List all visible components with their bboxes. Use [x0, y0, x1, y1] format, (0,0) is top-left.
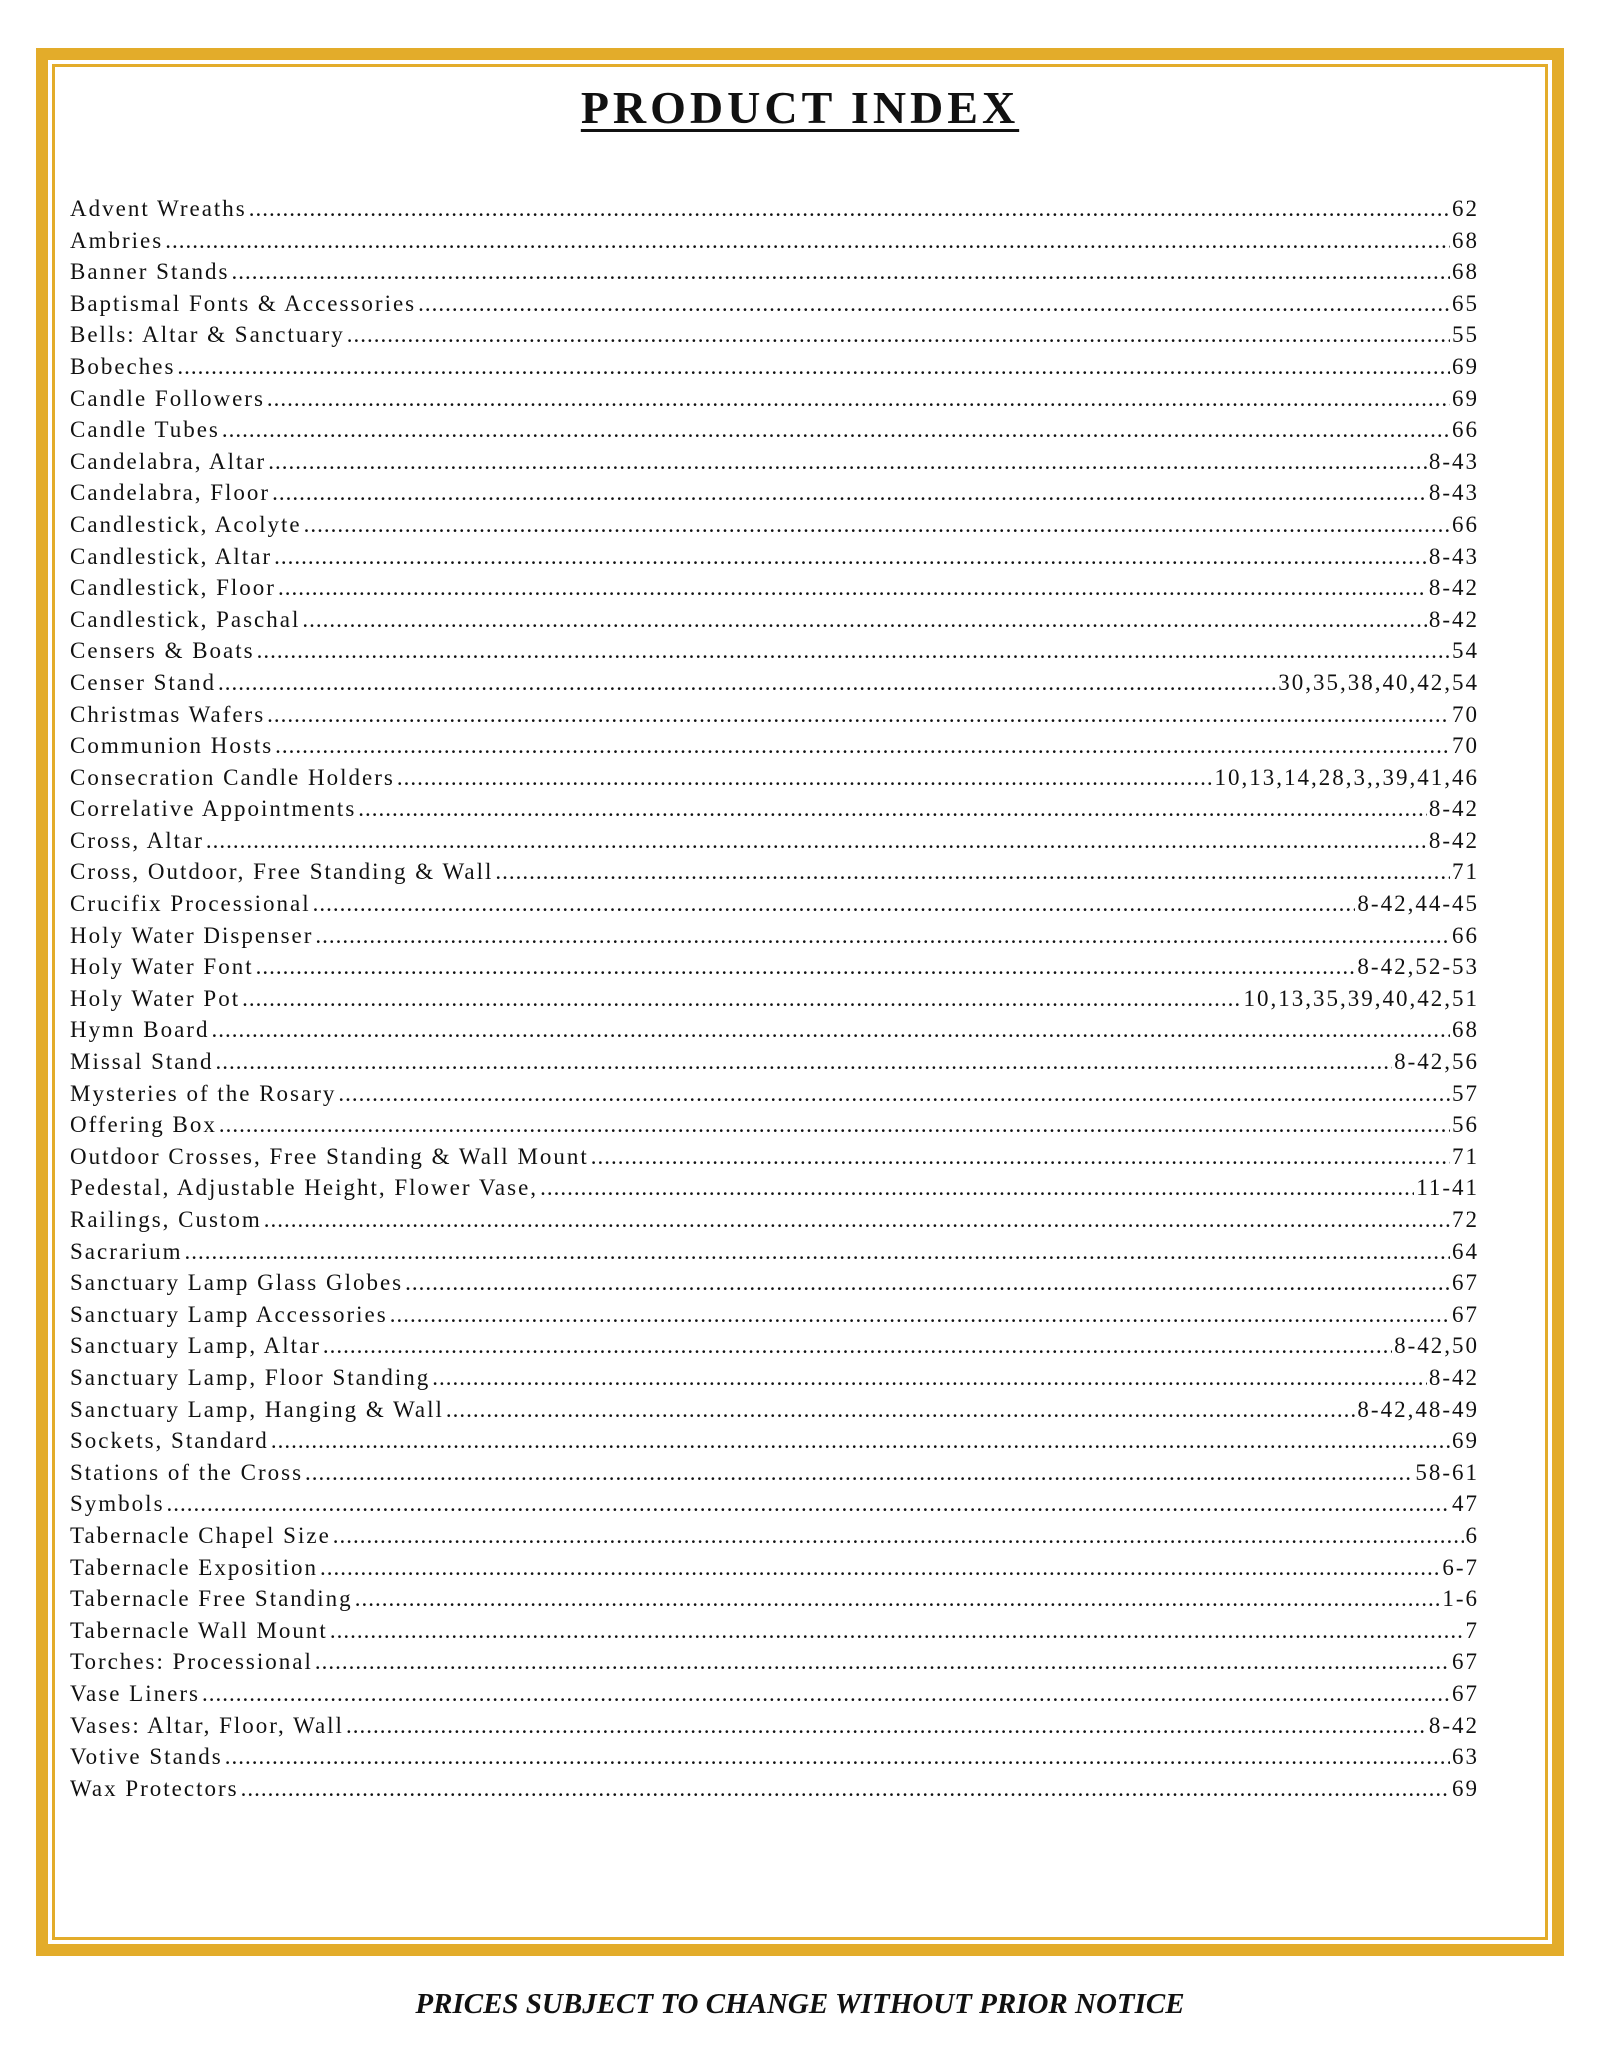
index-entry-pages: 8-42,48-49 — [1357, 1396, 1479, 1422]
dot-leader — [495, 856, 1450, 888]
index-entry-pages: 8-43 — [1428, 448, 1479, 474]
index-entry-label: Censers & Boats — [70, 638, 255, 664]
dot-leader — [591, 1141, 1450, 1173]
dot-leader — [267, 383, 1450, 415]
index-entry — [70, 1362, 1479, 1394]
index-entry-label: Censer Stand — [70, 669, 217, 695]
index-entry-pages: 30,35,38,40,42,54 — [1278, 669, 1479, 695]
dot-leader — [432, 1362, 1427, 1394]
index-entry — [70, 1615, 1479, 1647]
dot-leader — [267, 699, 1450, 731]
dot-leader — [272, 477, 1427, 509]
index-entry-label: Candelabra, Floor — [70, 480, 271, 506]
index-entry-pages: 67 — [1452, 1680, 1479, 1706]
index-entry — [70, 1299, 1479, 1331]
index-entry-pages: 64 — [1452, 1238, 1479, 1264]
index-entry — [70, 793, 1479, 825]
index-entry — [70, 920, 1479, 952]
dot-leader — [333, 1520, 1464, 1552]
index-entry-label: Tabernacle Wall Mount — [70, 1617, 328, 1643]
dot-leader — [275, 730, 1450, 762]
index-entry-pages: 69 — [1452, 1428, 1479, 1454]
index-entry-label: Vases: Altar, Floor, Wall — [70, 1712, 344, 1738]
index-entry-pages: 54 — [1452, 638, 1479, 664]
index-entry-label: Ambries — [70, 227, 164, 253]
index-entry-label: Candelabra, Altar — [70, 448, 267, 474]
index-entry — [70, 1552, 1479, 1584]
index-entry-pages: 66 — [1452, 511, 1479, 537]
dot-leader — [215, 1046, 1392, 1078]
index-entry-pages: 8-42 — [1428, 796, 1479, 822]
index-entry-pages: 56 — [1452, 1112, 1479, 1138]
index-entry-pages: 1-6 — [1442, 1586, 1479, 1612]
index-entry-pages: 67 — [1452, 1649, 1479, 1675]
index-entry — [70, 1583, 1479, 1615]
dot-leader — [257, 635, 1450, 667]
index-entry-label: Holy Water Font — [70, 954, 254, 980]
index-entry — [70, 1109, 1479, 1141]
index-entry — [70, 1014, 1479, 1046]
index-entry-pages: 66 — [1452, 922, 1479, 948]
index-entry-label: Railings, Custom — [70, 1207, 262, 1232]
dot-leader — [264, 1204, 1450, 1236]
index-entry-pages: 8-42 — [1428, 1364, 1479, 1390]
dot-leader — [274, 541, 1427, 573]
index-entry — [70, 225, 1479, 257]
dot-leader — [315, 920, 1450, 952]
index-entry — [70, 193, 1479, 225]
index-entry-pages: 62 — [1452, 196, 1479, 221]
index-entry-label: Cross, Outdoor, Free Standing & Wall — [70, 859, 494, 885]
index-entry-pages: 8-42 — [1428, 575, 1479, 601]
index-entry-label: Tabernacle Chapel Size — [70, 1522, 331, 1548]
index-entry-pages: 55 — [1452, 322, 1479, 348]
index-entry — [70, 509, 1479, 541]
index-entry-pages: 8-43 — [1428, 480, 1479, 506]
index-entry-pages: 47 — [1452, 1491, 1479, 1517]
index-entry-pages: 69 — [1452, 353, 1479, 379]
index-entry-pages: 57 — [1452, 1080, 1479, 1106]
dot-leader — [206, 825, 1427, 857]
dot-leader — [323, 1330, 1392, 1362]
index-entry-pages: 11-41 — [1416, 1175, 1479, 1201]
dot-leader — [278, 572, 1427, 604]
index-entry — [70, 1741, 1479, 1773]
index-entry — [70, 1267, 1479, 1299]
index-entry-label: Candlestick, Acolyte — [70, 511, 302, 537]
dot-leader — [242, 983, 1241, 1015]
index-entry — [70, 319, 1479, 351]
dot-leader — [338, 1078, 1450, 1110]
index-entry-pages: 8-42,44-45 — [1357, 891, 1479, 917]
dot-leader — [218, 667, 1276, 699]
index-entry-pages: 67 — [1452, 1270, 1479, 1296]
dot-leader — [249, 193, 1450, 225]
index-entry-label: Sanctuary Lamp, Altar — [70, 1333, 321, 1359]
index-entry-label: Communion Hosts — [70, 733, 274, 759]
index-entry-label: Hymn Board — [70, 1017, 210, 1043]
page-title: PRODUCT INDEX — [580, 82, 1020, 133]
index-entry — [70, 983, 1479, 1015]
index-entry-label: Crucifix Processional — [70, 891, 311, 917]
dot-leader — [405, 1267, 1450, 1299]
index-entry-label: Missal Stand — [70, 1049, 214, 1075]
index-entry — [70, 351, 1479, 383]
index-entry-pages: 63 — [1452, 1744, 1479, 1770]
index-entry-label: Cross, Altar — [70, 827, 204, 853]
index-entry — [70, 1172, 1479, 1204]
index-entry — [70, 477, 1479, 509]
index-entry-label: Bells: Altar & Sanctuary — [70, 322, 345, 348]
index-entry-label: Sanctuary Lamp Accessories — [70, 1301, 388, 1327]
dot-leader — [446, 1394, 1356, 1426]
dot-leader — [167, 1488, 1450, 1520]
dot-leader — [211, 1014, 1450, 1046]
index-entry-label: Bobeches — [70, 353, 176, 379]
index-entry-label: Consecration Candle Holders — [70, 764, 395, 790]
dot-leader — [256, 951, 1356, 983]
index-entry-pages: 71 — [1452, 1143, 1479, 1169]
index-entry-label: Pedestal, Adjustable Height, Flower Vase, — [70, 1175, 539, 1201]
index-entry — [70, 1046, 1479, 1078]
index-entry-label: Baptismal Fonts & Accessories — [70, 290, 417, 316]
index-entry — [70, 1710, 1479, 1742]
index-entry — [70, 951, 1479, 983]
index-entry — [70, 699, 1479, 731]
dot-leader — [232, 256, 1450, 288]
index-entry-pages: 68 — [1452, 1017, 1479, 1043]
index-entry-pages: 68 — [1452, 259, 1479, 285]
dot-leader — [271, 1425, 1450, 1457]
index-entry-label: Torches: Processional — [70, 1649, 313, 1675]
index-entry-pages: 8-42 — [1428, 606, 1479, 632]
index-entry-label: Sockets, Standard — [70, 1428, 269, 1454]
index-entry-label: Tabernacle Free Standing — [70, 1586, 353, 1612]
index-entry-label: Outdoor Crosses, Free Standing & Wall Mount — [70, 1143, 589, 1169]
index-entry-label: Correlative Appointments — [70, 796, 357, 822]
dot-leader — [222, 414, 1450, 446]
index-entry-pages: 72 — [1452, 1207, 1479, 1232]
dot-leader — [315, 1646, 1450, 1678]
index-entry-label: Sanctuary Lamp Glass Globes — [70, 1270, 404, 1296]
index-entry-pages: 10,13,35,39,40,42,51 — [1243, 985, 1479, 1011]
index-entry-pages: 68 — [1452, 227, 1479, 253]
index-entry — [70, 1236, 1479, 1268]
index-entry-pages: 69 — [1452, 1775, 1479, 1801]
index-entry-pages: 8-43 — [1428, 543, 1479, 569]
dot-leader — [202, 1678, 1450, 1710]
index-entry-pages: 8-42 — [1428, 827, 1479, 853]
index-entry-label: Tabernacle Exposition — [70, 1554, 318, 1580]
index-entry — [70, 383, 1479, 415]
index-entry — [70, 1488, 1479, 1520]
index-entry-pages: 58-61 — [1415, 1459, 1479, 1485]
index-entry-label: Christmas Wafers — [70, 701, 266, 727]
index-entry-label: Banner Stands — [70, 259, 230, 285]
dot-leader — [320, 1552, 1440, 1584]
dot-leader — [219, 1109, 1450, 1141]
dot-leader — [397, 762, 1213, 794]
index-entry-label: Wax Protectors — [70, 1775, 239, 1801]
index-entry — [70, 635, 1479, 667]
index-entry — [70, 572, 1479, 604]
dot-leader — [225, 1741, 1450, 1773]
index-entry-pages: 10,13,14,28,3,,39,41,46 — [1214, 764, 1479, 790]
index-entry — [70, 1646, 1479, 1678]
index-entry — [70, 888, 1479, 920]
dot-leader — [330, 1615, 1464, 1647]
index-entry — [70, 1394, 1479, 1426]
index-entry — [70, 446, 1479, 478]
index-entry-pages: 71 — [1452, 859, 1479, 885]
index-entry-label: Advent Wreaths — [70, 196, 247, 221]
index-entry-label: Mysteries of the Rosary — [70, 1080, 337, 1106]
index-entry — [70, 1773, 1479, 1805]
index-entry — [70, 1141, 1479, 1173]
index-entry-pages: 8-42,50 — [1394, 1333, 1479, 1359]
index-entry-label: Holy Water Pot — [70, 985, 241, 1011]
index-entry — [70, 856, 1479, 888]
dot-leader — [177, 351, 1450, 383]
index-entry — [70, 762, 1479, 794]
index-entry — [70, 604, 1479, 636]
index-entry-pages: 8-42,52-53 — [1357, 954, 1479, 980]
index-entry-label: Candle Followers — [70, 385, 265, 411]
index-entry-pages: 69 — [1452, 385, 1479, 411]
index-entry-label: Candlestick, Altar — [70, 543, 273, 569]
index-entry — [70, 541, 1479, 573]
index-entry-pages: 6 — [1465, 1522, 1479, 1548]
index-entry-pages: 66 — [1452, 417, 1479, 443]
dot-leader — [355, 1583, 1441, 1615]
index-entry — [70, 1520, 1479, 1552]
dot-leader — [358, 793, 1427, 825]
index-entry-label: Vase Liners — [70, 1680, 200, 1706]
index-entry-pages: 70 — [1452, 733, 1479, 759]
index-entry — [70, 1678, 1479, 1710]
index-entry — [70, 256, 1479, 288]
index-entry-pages: 8-42 — [1428, 1712, 1479, 1738]
index-entry-label: Candle Tubes — [70, 417, 220, 443]
dot-leader — [313, 888, 1356, 920]
dot-leader — [390, 1299, 1450, 1331]
index-entry-label: Sacrarium — [70, 1238, 183, 1264]
index-entry-label: Holy Water Dispenser — [70, 922, 314, 948]
index-entry-pages: 6-7 — [1442, 1554, 1479, 1580]
product-index-list — [70, 193, 1479, 1804]
index-entry — [70, 1204, 1479, 1236]
dot-leader — [185, 1236, 1450, 1268]
index-entry-label: Stations of the Cross — [70, 1459, 304, 1485]
dot-leader — [302, 604, 1426, 636]
index-entry-label: Candlestick, Paschal — [70, 606, 301, 632]
index-entry — [70, 825, 1479, 857]
dot-leader — [418, 288, 1450, 320]
index-entry — [70, 730, 1479, 762]
footer-notice: PRICES SUBJECT TO CHANGE WITHOUT PRIOR NOTICE — [415, 1988, 1185, 2020]
index-entry-label: Offering Box — [70, 1112, 217, 1138]
dot-leader — [268, 446, 1427, 478]
dot-leader — [165, 225, 1450, 257]
index-entry-label: Symbols — [70, 1491, 165, 1517]
index-entry-pages: 65 — [1452, 290, 1479, 316]
dot-leader — [241, 1773, 1450, 1805]
index-entry-pages: 70 — [1452, 701, 1479, 727]
index-entry — [70, 1457, 1479, 1489]
index-entry-pages: 8-42,56 — [1394, 1049, 1479, 1075]
dot-leader — [346, 1710, 1427, 1742]
index-entry — [70, 414, 1479, 446]
dot-leader — [540, 1172, 1414, 1204]
index-entry — [70, 667, 1479, 699]
dot-leader — [304, 509, 1450, 541]
index-entry-label: Votive Stands — [70, 1744, 223, 1770]
index-entry — [70, 1078, 1479, 1110]
index-entry — [70, 288, 1479, 320]
dot-leader — [305, 1457, 1413, 1489]
index-entry — [70, 1330, 1479, 1362]
index-entry-pages: 67 — [1452, 1301, 1479, 1327]
index-entry-label: Candlestick, Floor — [70, 575, 276, 601]
index-entry-label: Sanctuary Lamp, Hanging & Wall — [70, 1396, 444, 1422]
index-entry-pages: 7 — [1465, 1617, 1479, 1643]
dot-leader — [347, 319, 1450, 351]
index-entry — [70, 1425, 1479, 1457]
index-entry-label: Sanctuary Lamp, Floor Standing — [70, 1364, 431, 1390]
